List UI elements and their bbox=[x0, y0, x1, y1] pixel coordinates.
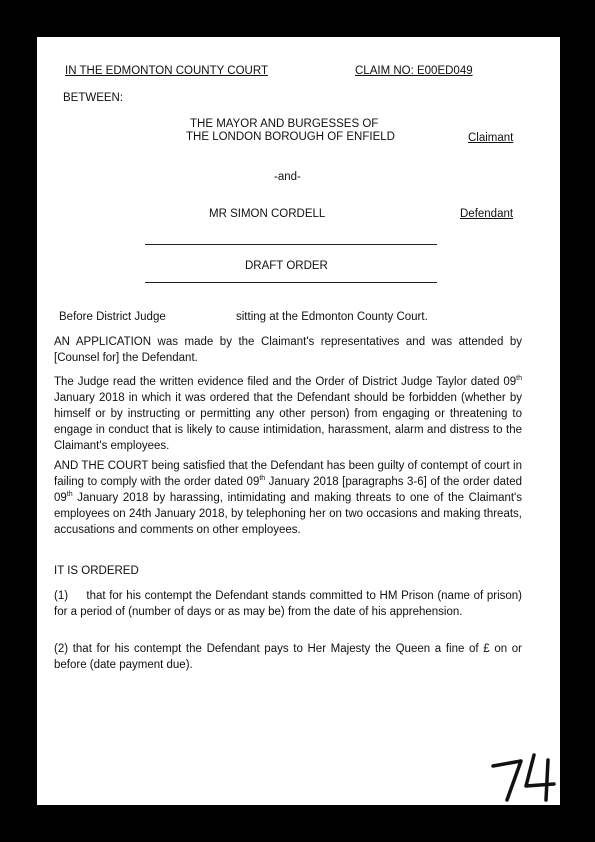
contempt-sup-2: th bbox=[66, 491, 73, 499]
order-item-2: (2) that for his contempt the Defendant pays to Her Majesty the Queen a fine of £ on or before (date payment due). bbox=[54, 643, 522, 671]
claimant-name-line1: THE MAYOR AND BURGESSES OF bbox=[190, 118, 379, 130]
between-label: BETWEEN: bbox=[63, 92, 124, 104]
evidence-text-b: January 2018 in which it was ordered that the Defendant should be forbidden (whether by himself or by instructing or permitting any other person) from engaging or threatening to engage in conduct that is likely to cause intimidation, harassment, alarm and distress to the Claimant's employees. bbox=[54, 392, 522, 452]
defendant-role: Defendant bbox=[460, 208, 514, 220]
evidence-paragraph bbox=[54, 374, 522, 454]
claimant-name-line2: THE LONDON BOROUGH OF ENFIELD bbox=[186, 131, 395, 143]
sitting-at: sitting at the Edmonton County Court. bbox=[236, 311, 428, 323]
contempt-text-c: January 2018 by harassing, intimidating and making threats to one of the Claimant's employees on 24th January 2018, by telephoning her on two occasions and making threats, accusations and comments on other employees. bbox=[54, 492, 522, 536]
claimant-role: Claimant bbox=[468, 132, 514, 144]
handwritten-page-number bbox=[490, 752, 558, 802]
document-page bbox=[37, 37, 560, 805]
contempt-text-a: AND THE COURT being satisfied that the Defendant has been guilty of contempt of court in failing to comply with the order dated 09 bbox=[54, 460, 522, 488]
application-paragraph: AN APPLICATION was made by the Claimant's representatives and was attended by [Counsel for] the Defendant. bbox=[54, 336, 522, 364]
evidence-sup: th bbox=[516, 375, 522, 383]
court-name: IN THE EDMONTON COUNTY COURT bbox=[65, 65, 268, 77]
ordered-heading: IT IS ORDERED bbox=[54, 565, 139, 577]
order-item-1: (1) that for his contempt the Defendant stands committed to HM Prison (name of prison) for a period of (number of days or as may be) from the date of his apprehension. bbox=[54, 590, 522, 618]
evidence-text-a: The Judge read the written evidence filed and the Order of District Judge Taylor dated 09 bbox=[54, 376, 517, 388]
contempt-paragraph bbox=[54, 458, 522, 538]
claim-number: CLAIM NO: E00ED049 bbox=[355, 65, 473, 77]
before-judge: Before District Judge bbox=[59, 311, 166, 323]
defendant-name: MR SIMON CORDELL bbox=[209, 208, 326, 220]
contempt-sup-1: th bbox=[259, 475, 266, 483]
contempt-text-b: January 2018 [paragraphs 3-6] of the order dated 09 bbox=[54, 476, 522, 504]
document-title: DRAFT ORDER bbox=[245, 260, 328, 272]
title-rule-top bbox=[145, 244, 437, 245]
and-separator: -and- bbox=[274, 171, 301, 183]
title-rule-bottom bbox=[145, 282, 437, 283]
